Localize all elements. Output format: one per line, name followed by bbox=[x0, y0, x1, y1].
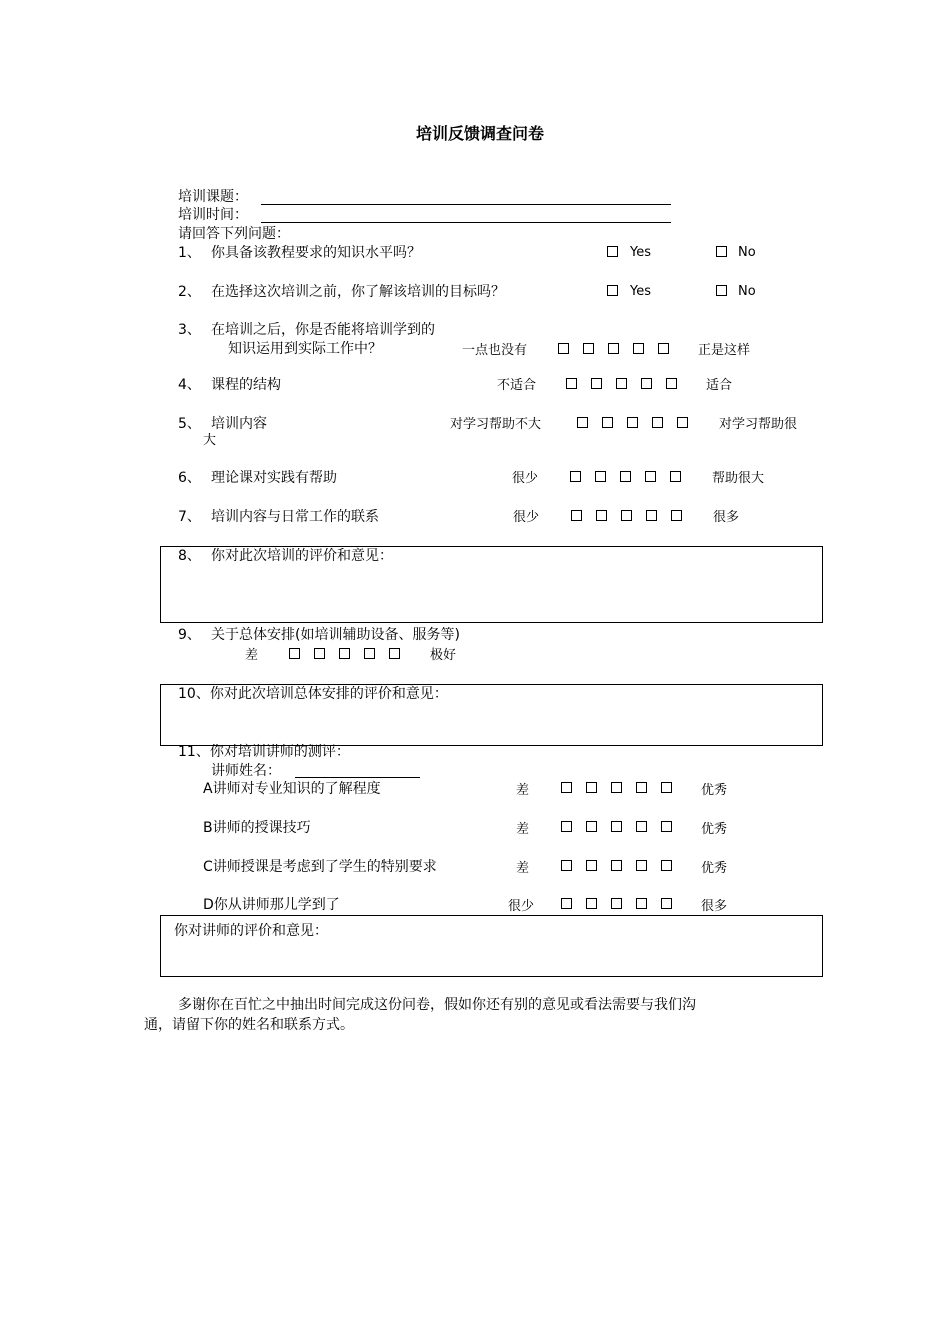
q7-text: 培训内容与日常工作的联系 bbox=[211, 509, 379, 525]
q4-number: 4、 bbox=[178, 377, 201, 393]
q4-rating-1-checkbox[interactable] bbox=[566, 378, 577, 389]
course-input-line[interactable] bbox=[261, 204, 671, 205]
q11-d-rating-1-checkbox[interactable] bbox=[561, 898, 572, 909]
closing-line-1: 多谢你在百忙之中抽出时间完成这份问卷，假如你还有别的意见或看法需要与我们沟 bbox=[178, 997, 696, 1013]
q11-item-c-low-label: 差 bbox=[516, 861, 530, 876]
q11-item-b-text: B讲师的授课技巧 bbox=[203, 820, 311, 836]
course-label: 培训课题： bbox=[178, 189, 248, 205]
q6-rating-3-checkbox[interactable] bbox=[620, 471, 631, 482]
q11-item-d-high-label: 很多 bbox=[701, 899, 728, 914]
q5-rating-4-checkbox[interactable] bbox=[652, 417, 663, 428]
q10-text: 10、你对此次培训总体安排的评价和意见： bbox=[178, 686, 448, 702]
q11-c-rating-4-checkbox[interactable] bbox=[636, 860, 647, 871]
q3-text-line1: 在培训之后，你是否能将培训学到的 bbox=[211, 322, 435, 338]
q5-high-label: 对学习帮助很 bbox=[719, 417, 798, 432]
q3-rating-4-checkbox[interactable] bbox=[633, 343, 644, 354]
q11-c-rating-3-checkbox[interactable] bbox=[611, 860, 622, 871]
q7-high-label: 很多 bbox=[713, 510, 740, 525]
q11-d-rating-5-checkbox[interactable] bbox=[661, 898, 672, 909]
q11-item-c-text: C讲师授课是考虑到了学生的特别要求 bbox=[203, 859, 437, 875]
q3-low-label: 一点也没有 bbox=[462, 343, 528, 358]
q1-number: 1、 bbox=[178, 245, 201, 261]
time-label: 培训时间： bbox=[178, 207, 248, 223]
q4-rating-5-checkbox[interactable] bbox=[666, 378, 677, 389]
time-input-line[interactable] bbox=[261, 222, 671, 223]
q11-a-rating-4-checkbox[interactable] bbox=[636, 782, 647, 793]
q7-rating-1-checkbox[interactable] bbox=[571, 510, 582, 521]
q11-a-rating-5-checkbox[interactable] bbox=[661, 782, 672, 793]
q9-low-label: 差 bbox=[245, 648, 259, 663]
q11-a-rating-3-checkbox[interactable] bbox=[611, 782, 622, 793]
q7-number: 7、 bbox=[178, 509, 201, 525]
q2-yes-checkbox[interactable] bbox=[607, 285, 618, 296]
q5-low-label: 对学习帮助不大 bbox=[450, 417, 542, 432]
q4-rating-3-checkbox[interactable] bbox=[616, 378, 627, 389]
q5-rating-5-checkbox[interactable] bbox=[677, 417, 688, 428]
q9-text: 关于总体安排(如培训辅助设备、服务等) bbox=[211, 627, 460, 643]
q3-high-label: 正是这样 bbox=[698, 343, 751, 358]
q11-b-rating-2-checkbox[interactable] bbox=[586, 821, 597, 832]
q1-no-label: No bbox=[738, 245, 756, 260]
q3-rating-3-checkbox[interactable] bbox=[608, 343, 619, 354]
q3-number: 3、 bbox=[178, 322, 201, 338]
q11-item-a-text: A讲师对专业知识的了解程度 bbox=[203, 781, 381, 797]
q4-text: 课程的结构 bbox=[211, 377, 281, 393]
q1-no-checkbox[interactable] bbox=[716, 246, 727, 257]
q5-text: 培训内容 bbox=[211, 416, 267, 432]
q5-high-label-wrap: 大 bbox=[203, 433, 217, 448]
q2-text: 在选择这次培训之前，你了解该培训的目标吗？ bbox=[211, 284, 505, 300]
q11-item-a-low-label: 差 bbox=[516, 783, 530, 798]
q11-item-a-high-label: 优秀 bbox=[701, 783, 728, 798]
q11-item-d-low-label: 很少 bbox=[508, 899, 535, 914]
q1-yes-checkbox[interactable] bbox=[607, 246, 618, 257]
q3-rating-1-checkbox[interactable] bbox=[558, 343, 569, 354]
q6-rating-4-checkbox[interactable] bbox=[645, 471, 656, 482]
q3-text-line2: 知识运用到实际工作中？ bbox=[228, 341, 382, 357]
q11-item-c-high-label: 优秀 bbox=[701, 861, 728, 876]
q8-text: 你对此次培训的评价和意见： bbox=[211, 548, 393, 564]
closing-line-2: 通，请留下你的姓名和联系方式。 bbox=[144, 1017, 354, 1033]
q11-c-rating-1-checkbox[interactable] bbox=[561, 860, 572, 871]
q9-rating-1-checkbox[interactable] bbox=[289, 648, 300, 659]
q8-number: 8、 bbox=[178, 548, 201, 564]
q5-rating-3-checkbox[interactable] bbox=[627, 417, 638, 428]
q7-rating-4-checkbox[interactable] bbox=[646, 510, 657, 521]
q2-no-label: No bbox=[738, 284, 756, 299]
q11-b-rating-5-checkbox[interactable] bbox=[661, 821, 672, 832]
q4-low-label: 不适合 bbox=[497, 378, 537, 393]
q11-item-b-high-label: 优秀 bbox=[701, 822, 728, 837]
q9-rating-4-checkbox[interactable] bbox=[364, 648, 375, 659]
q1-text: 你具备该教程要求的知识水平吗？ bbox=[211, 245, 421, 261]
q9-number: 9、 bbox=[178, 627, 201, 643]
q9-high-label: 极好 bbox=[430, 648, 457, 663]
q11-item-d-text: D你从讲师那儿学到了 bbox=[203, 897, 340, 913]
trainer-comment-label: 你对讲师的评价和意见： bbox=[174, 923, 328, 939]
instruction-text: 请回答下列问题： bbox=[178, 226, 290, 242]
q4-rating-4-checkbox[interactable] bbox=[641, 378, 652, 389]
q5-number: 5、 bbox=[178, 416, 201, 432]
q4-rating-2-checkbox[interactable] bbox=[591, 378, 602, 389]
q7-rating-3-checkbox[interactable] bbox=[621, 510, 632, 521]
q2-number: 2、 bbox=[178, 284, 201, 300]
q6-rating-5-checkbox[interactable] bbox=[670, 471, 681, 482]
q6-rating-2-checkbox[interactable] bbox=[595, 471, 606, 482]
q11-trainer-input-line[interactable] bbox=[295, 777, 420, 778]
q6-high-label: 帮助很大 bbox=[712, 471, 765, 486]
q11-c-rating-5-checkbox[interactable] bbox=[661, 860, 672, 871]
q11-item-b-low-label: 差 bbox=[516, 822, 530, 837]
q11-a-rating-2-checkbox[interactable] bbox=[586, 782, 597, 793]
q2-yes-label: Yes bbox=[630, 284, 651, 299]
q9-rating-5-checkbox[interactable] bbox=[389, 648, 400, 659]
q1-yes-label: Yes bbox=[630, 245, 651, 260]
q11-a-rating-1-checkbox[interactable] bbox=[561, 782, 572, 793]
q11-c-rating-2-checkbox[interactable] bbox=[586, 860, 597, 871]
q11-d-rating-4-checkbox[interactable] bbox=[636, 898, 647, 909]
q9-rating-3-checkbox[interactable] bbox=[339, 648, 350, 659]
q5-rating-2-checkbox[interactable] bbox=[602, 417, 613, 428]
q4-high-label: 适合 bbox=[706, 378, 733, 393]
q11-b-rating-1-checkbox[interactable] bbox=[561, 821, 572, 832]
q9-rating-2-checkbox[interactable] bbox=[314, 648, 325, 659]
q6-text: 理论课对实践有帮助 bbox=[211, 470, 337, 486]
q7-rating-5-checkbox[interactable] bbox=[671, 510, 682, 521]
q11-b-rating-4-checkbox[interactable] bbox=[636, 821, 647, 832]
q7-low-label: 很少 bbox=[513, 510, 540, 525]
q6-number: 6、 bbox=[178, 470, 201, 486]
q11-trainer-label: 讲师姓名： bbox=[211, 763, 281, 779]
q3-rating-5-checkbox[interactable] bbox=[658, 343, 669, 354]
q11-d-rating-3-checkbox[interactable] bbox=[611, 898, 622, 909]
page-title: 培训反馈调查问卷 bbox=[416, 124, 545, 143]
q2-no-checkbox[interactable] bbox=[716, 285, 727, 296]
q11-text: 11、你对培训讲师的测评： bbox=[178, 744, 350, 760]
q3-rating-2-checkbox[interactable] bbox=[583, 343, 594, 354]
q6-rating-1-checkbox[interactable] bbox=[570, 471, 581, 482]
q11-d-rating-2-checkbox[interactable] bbox=[586, 898, 597, 909]
q7-rating-2-checkbox[interactable] bbox=[596, 510, 607, 521]
q5-rating-1-checkbox[interactable] bbox=[577, 417, 588, 428]
q11-b-rating-3-checkbox[interactable] bbox=[611, 821, 622, 832]
q6-low-label: 很少 bbox=[512, 471, 539, 486]
